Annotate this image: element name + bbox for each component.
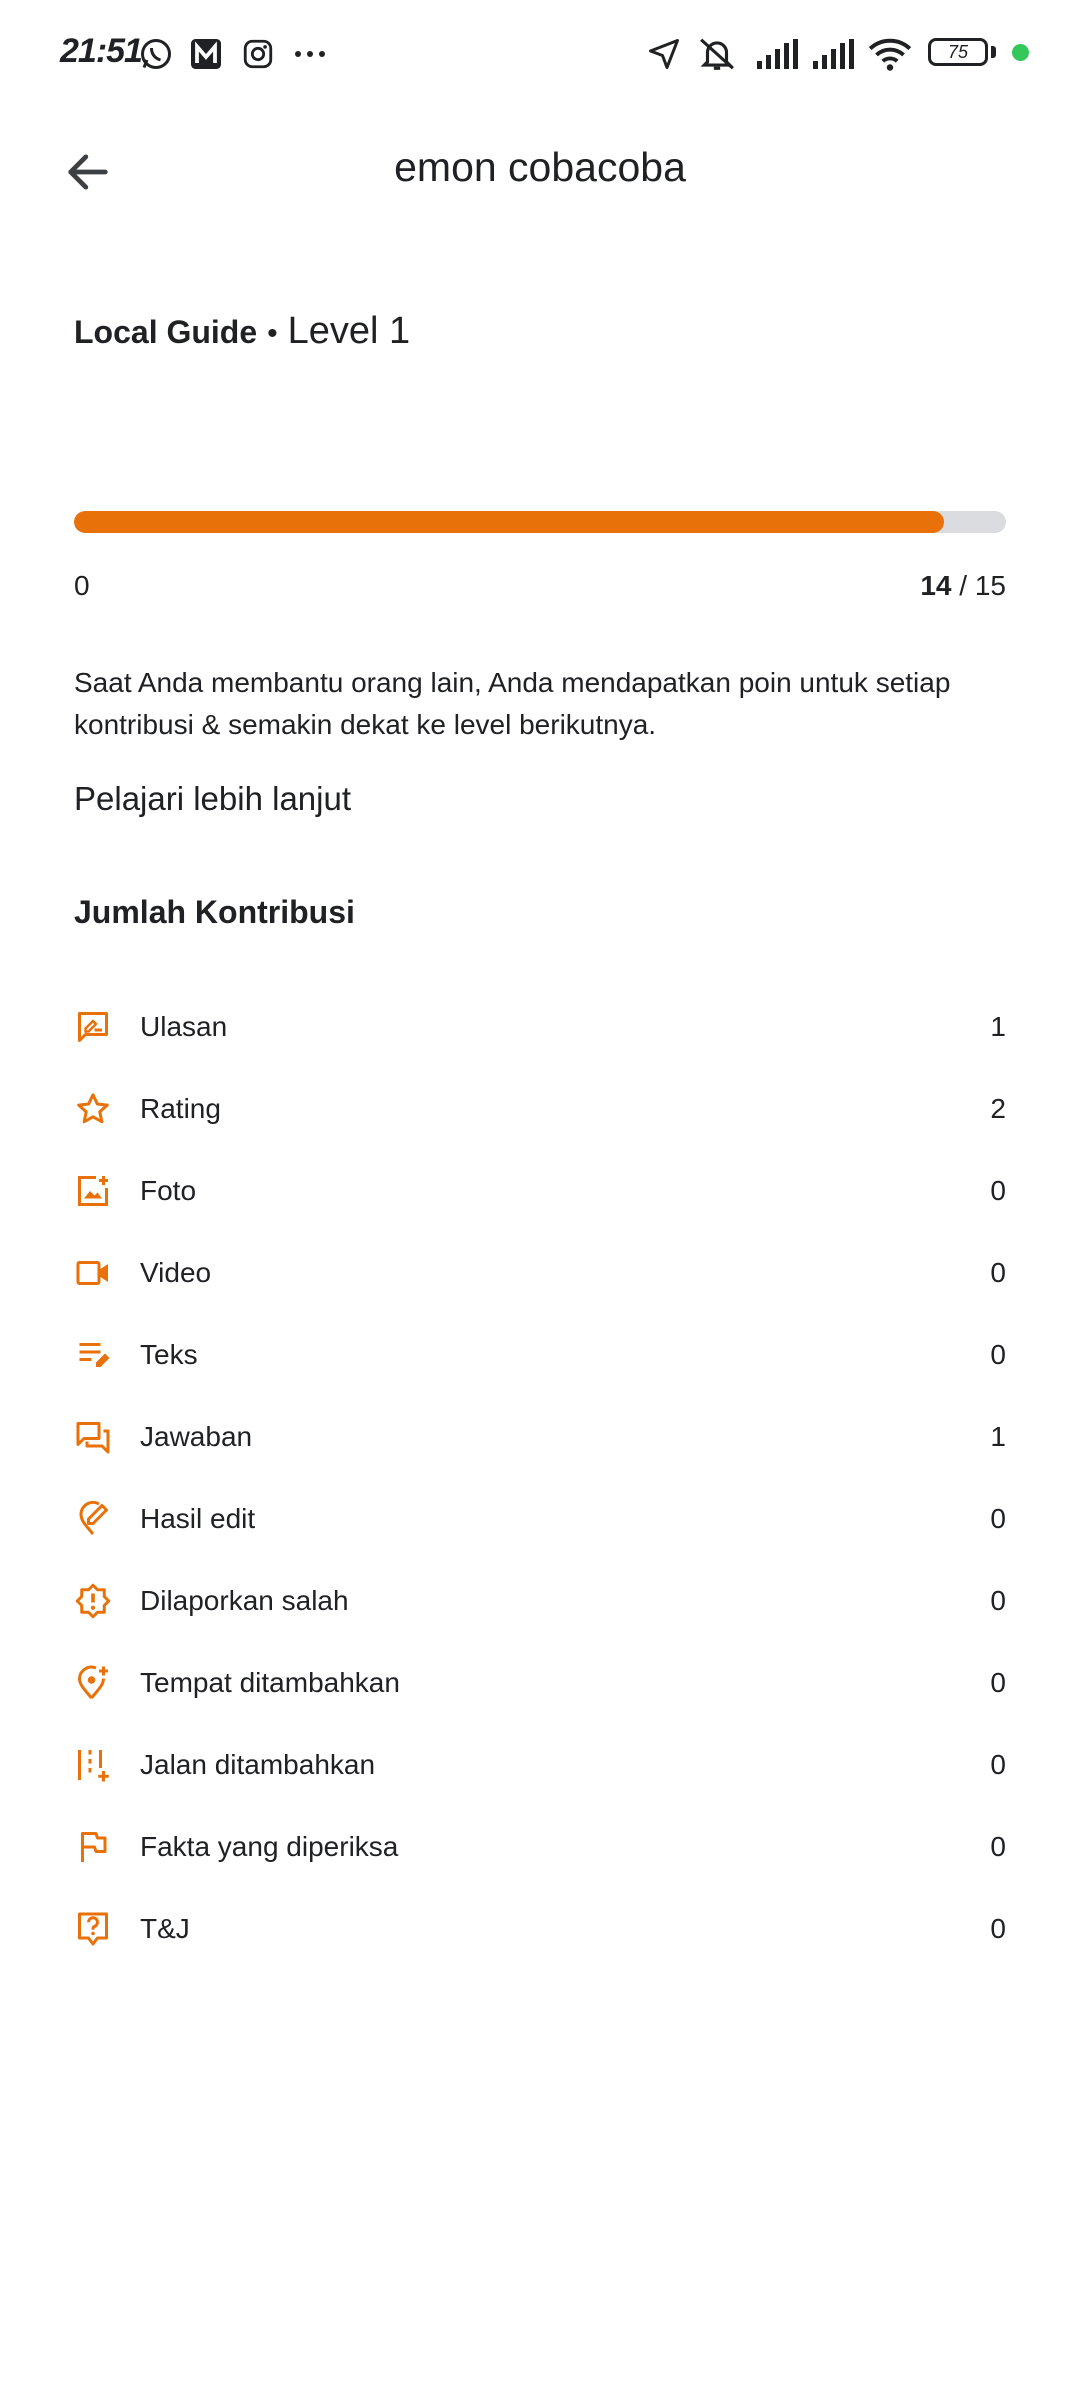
app-bar: [0, 108, 1080, 232]
contribution-row: [0, 1806, 1080, 1888]
video-icon: [74, 1254, 112, 1292]
level-value: Level 1: [287, 310, 411, 352]
points-progress-bar: [74, 511, 1006, 533]
local-guide-level: [74, 310, 410, 353]
contribution-label: Hasil edit: [140, 1503, 256, 1534]
contribution-row: [0, 1150, 1080, 1232]
photo-add-icon: [74, 1172, 112, 1210]
level-separator: •: [267, 317, 278, 350]
contribution-count: 0: [990, 1257, 1006, 1288]
battery-indicator: [928, 38, 988, 66]
page-title: emon cobacoba: [394, 144, 686, 190]
contribution-count: 0: [990, 1585, 1006, 1616]
contribution-count: 0: [990, 1913, 1006, 1944]
contribution-label: Fakta yang diperiksa: [140, 1831, 399, 1862]
location-arrow-icon: [644, 32, 684, 76]
contribution-label: Foto: [140, 1175, 197, 1206]
contribution-count: 0: [990, 1339, 1006, 1370]
contribution-row: [0, 1396, 1080, 1478]
instagram-icon: [238, 32, 278, 76]
progress-max: [920, 570, 1006, 602]
contribution-count: 2: [990, 1093, 1006, 1124]
mute-bell-icon: [694, 32, 740, 76]
contribution-row: [0, 1724, 1080, 1806]
contribution-label: Rating: [140, 1093, 221, 1124]
answer-chat-icon: [74, 1418, 112, 1456]
contribution-label: Dilaporkan salah: [140, 1585, 349, 1616]
privacy-indicator-dot: [1012, 44, 1029, 61]
battery-tip: [991, 46, 996, 58]
progress-min: 0: [74, 570, 90, 601]
m-app-icon: [186, 32, 226, 76]
contribution-label: T&J: [140, 1913, 190, 1944]
contribution-label: Tempat ditambahkan: [140, 1667, 400, 1698]
flag-icon: [74, 1828, 112, 1866]
signal-bars-icon: [754, 32, 800, 76]
add-road-icon: [74, 1746, 112, 1784]
contribution-row: [0, 986, 1080, 1068]
contribution-row: [0, 1642, 1080, 1724]
contribution-count: 1: [990, 1011, 1006, 1042]
contributions-title: Jumlah Kontribusi: [74, 894, 355, 930]
add-place-icon: [74, 1664, 112, 1702]
learn-more-link[interactable]: Pelajari lebih lanjut: [74, 780, 352, 817]
contribution-count: 0: [990, 1503, 1006, 1534]
progress-total: / 15: [951, 570, 1006, 601]
contributions-list: [0, 986, 1080, 1970]
star-icon: [74, 1090, 112, 1128]
contribution-count: 0: [990, 1175, 1006, 1206]
contribution-row: [0, 1314, 1080, 1396]
wifi-icon: [866, 32, 914, 76]
contribution-row: [0, 1232, 1080, 1314]
contribution-count: 1: [990, 1421, 1006, 1452]
contribution-count: 0: [990, 1749, 1006, 1780]
level-description: Saat Anda membantu orang lain, Anda mendapatkan poin untuk setiap kontribusi & semakin dekat ke level berikutnya.: [74, 667, 951, 740]
contribution-label: Ulasan: [140, 1011, 228, 1042]
contribution-count: 0: [990, 1667, 1006, 1698]
status-bar: [0, 0, 1080, 108]
points-progress-fill: [74, 511, 944, 533]
whatsapp-icon: [136, 32, 176, 76]
contribution-count: 0: [990, 1831, 1006, 1862]
contribution-row: [0, 1888, 1080, 1970]
contribution-label: Video: [140, 1257, 212, 1288]
contribution-label: Jalan ditambahkan: [140, 1749, 376, 1780]
contribution-row: [0, 1478, 1080, 1560]
progress-current: 14: [920, 570, 952, 601]
contribution-row: [0, 1068, 1080, 1150]
local-guide-label: Local Guide: [74, 314, 258, 350]
contribution-label: Jawaban: [140, 1421, 253, 1452]
more-dots-icon: [290, 32, 330, 76]
contribution-label: Teks: [140, 1339, 198, 1370]
status-time: 21:51: [60, 32, 142, 70]
review-icon: [74, 1008, 112, 1046]
battery-level: 75: [947, 41, 969, 62]
edit-pin-icon: [74, 1500, 112, 1538]
text-edit-icon: [74, 1336, 112, 1374]
contribution-row: [0, 1560, 1080, 1642]
report-alert-icon: [74, 1582, 112, 1620]
question-icon: [74, 1910, 112, 1948]
signal-bars-icon: [810, 32, 856, 76]
